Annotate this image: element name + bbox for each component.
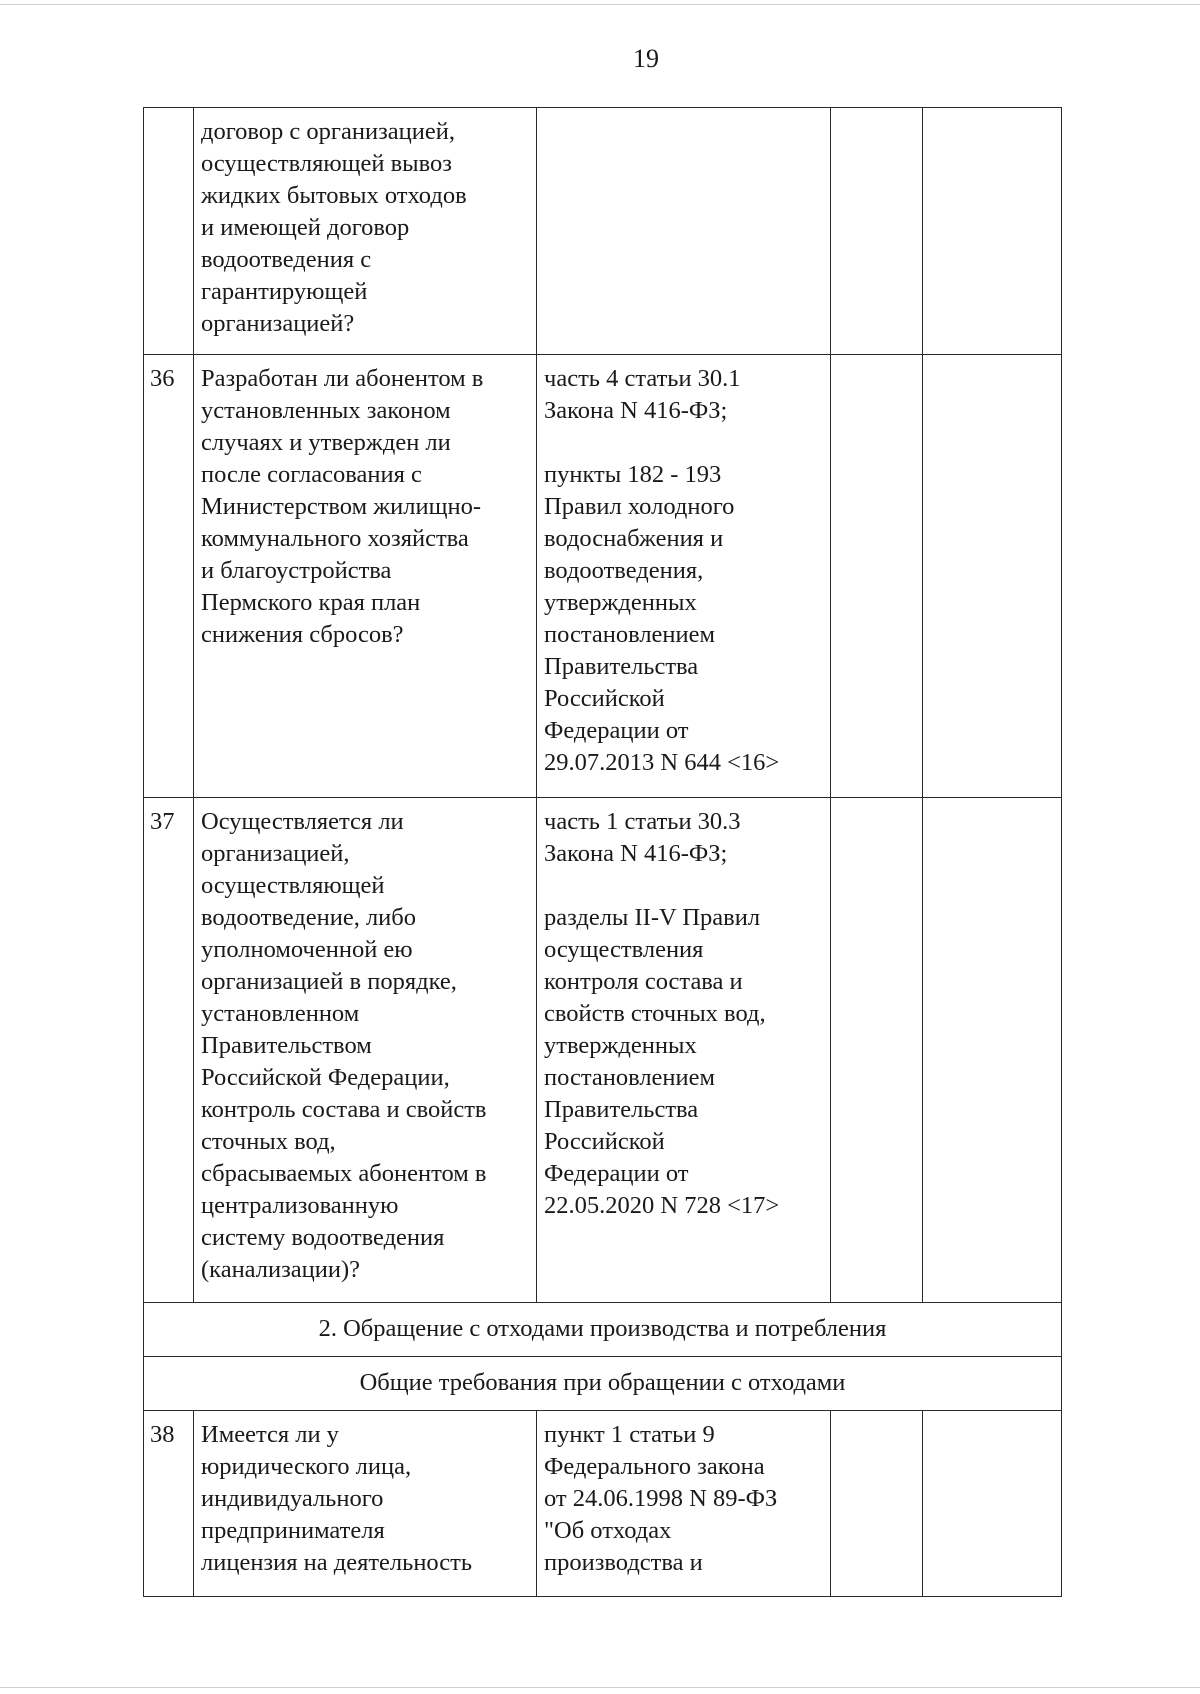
table-row [144,355,1062,798]
row-number [144,108,194,355]
row-number: 37 [144,798,194,1303]
answer-cell [831,798,923,1303]
section-heading: 2. Обращение с отходами производства и потребления [144,1303,1062,1357]
page-number: 19 [633,44,659,73]
table-row [144,798,1062,1303]
answer-cell [831,1411,923,1597]
subsection-heading: Общие требования при обращении с отходами [144,1357,1062,1411]
subsection-row [144,1357,1062,1411]
reference-cell: пункт 1 статьи 9 Федерального закона от 24.06.1998 N 89-ФЗ "Об отходах производства и [537,1411,831,1597]
reference-cell [537,108,831,355]
checklist-table [143,107,1062,1597]
row-number: 38 [144,1411,194,1597]
table-row [144,108,1062,355]
note-cell [923,355,1062,798]
note-cell [923,798,1062,1303]
reference-cell: часть 4 статьи 30.1 Закона N 416-ФЗ; пункты 182 - 193 Правил холодного водоснабжения и водоотведения, утвержденных постановлением Правительства Российской Федерации от 29.07.2013 N 644 <16> [537,355,831,798]
scan-edge-top [0,4,1200,5]
row-number: 36 [144,355,194,798]
table-row [144,1411,1062,1597]
answer-cell [831,355,923,798]
question-cell: Осуществляется ли организацией, осуществляющей водоотведение, либо уполномоченной ею организацией в порядке, установленном Правительством Российской Федерации, контроль состава и свойств сточных вод, сбрасываемых абонентом в централизованную систему водоотведения (канализации)? [194,798,537,1303]
question-cell: договор с организацией, осуществляющей вывоз жидких бытовых отходов и имеющей договор водоотведения с гарантирующей организацией? [194,108,537,355]
scan-edge-bottom [0,1687,1200,1688]
reference-cell: часть 1 статьи 30.3 Закона N 416-ФЗ; разделы II-V Правил осуществления контроля состава и свойств сточных вод, утвержденных постановлением Правительства Российской Федерации от 22.05.2020 N 728 <17> [537,798,831,1303]
question-cell: Разработан ли абонентом в установленных законом случаях и утвержден ли после согласования с Министерством жилищно- коммунального хозяйства и благоустройства Пермского края план снижения сбросов? [194,355,537,798]
note-cell [923,1411,1062,1597]
question-cell: Имеется ли у юридического лица, индивидуального предпринимателя лицензия на деятельность [194,1411,537,1597]
answer-cell [831,108,923,355]
note-cell [923,108,1062,355]
section-row [144,1303,1062,1357]
